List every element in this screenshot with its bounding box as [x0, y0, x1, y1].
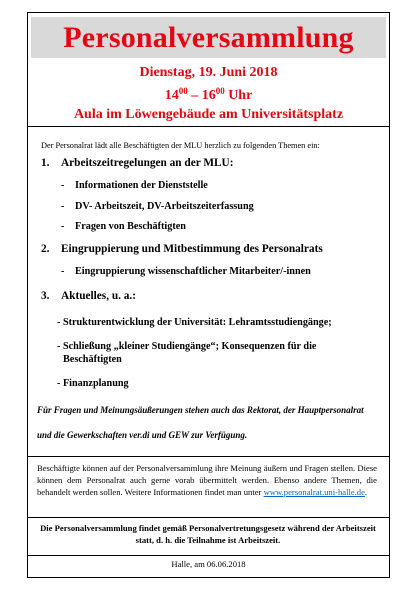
agenda-subitem: - Fragen von Beschäftigten — [61, 221, 186, 232]
agenda-title: Arbeitszeitregelungen an der MLU: — [61, 157, 234, 169]
agenda-title: Aktuelles, u. a.: — [61, 290, 137, 302]
divider — [27, 456, 390, 457]
time-start-minutes: 00 — [178, 86, 188, 96]
agenda-subitem: - Schließung „kleiner Studiengänge“; Konsequenzen für die — [57, 341, 317, 352]
time-end: 16 — [201, 88, 216, 103]
divider — [27, 126, 390, 127]
agenda-title: Eingruppierung und Mitbestimmung des Personalrats — [61, 243, 323, 255]
agenda-subitem: - Finanzplanung — [57, 378, 129, 389]
agenda-subitem: Beschäftigten — [63, 354, 122, 365]
agenda-subitem: - DV- Arbeitszeit, DV-Arbeitszeiterfassung — [61, 201, 254, 212]
time-separator: – — [187, 88, 202, 103]
info-text: Beschäftigte können auf der Personalversammlung ihre Meinung äußern und Fragen stellen. Diese können dem Personalrat auch gerne vorab übermittelt werden. Ebenso andere Themen, die behandelt werden sollen. Weitere Informationen findet man unter www.personalrat.uni-halle.de. — [37, 463, 377, 497]
event-date: Dienstag, 19. Juni 2018 — [139, 65, 278, 80]
time-unit: Uhr — [224, 88, 253, 103]
agenda-subitem: - Eingruppierung wissenschaftlicher Mitarbeiter/-innen — [61, 266, 311, 277]
note-line: und die Gewerkschaften ver.di und GEW zur Verfügung. — [37, 430, 248, 440]
agenda-number: 1. — [41, 157, 50, 169]
divider — [27, 517, 390, 518]
intro-text: Der Personalrat lädt alle Beschäftigten der MLU herzlich zu folgenden Themen ein: — [41, 141, 320, 150]
personalrat-link[interactable]: www.personalrat.uni-halle.de — [263, 486, 365, 497]
agenda-number: 2. — [41, 243, 50, 255]
event-place: Aula im Löwengebäude am Universitätsplatz — [73, 107, 344, 122]
agenda-number: 3. — [41, 290, 50, 302]
time-end-minutes: 00 — [215, 86, 225, 96]
note-line: Für Fragen und Meinungsäußerungen stehen auch das Rektorat, der Hauptpersonalrat — [37, 405, 364, 415]
law-notice: Die Personalversammlung findet gemäß Personalvertretungsgesetz während der Arbeitszeit statt, d. h. die Teilnahme ist Arbeitszeit. — [40, 523, 376, 545]
agenda-subitem: - Informationen der Dienststelle — [61, 180, 208, 191]
footer-date: Halle, am 06.06.2018 — [171, 559, 246, 569]
page-title: Personalversammlung — [63, 21, 354, 54]
time-start: 14 — [164, 88, 179, 103]
divider — [27, 555, 390, 556]
title-band — [31, 17, 386, 58]
event-time — [31, 86, 386, 104]
agenda-subitem: - Strukturentwicklung der Universität: Lehramtsstudiengänge; — [57, 317, 332, 328]
